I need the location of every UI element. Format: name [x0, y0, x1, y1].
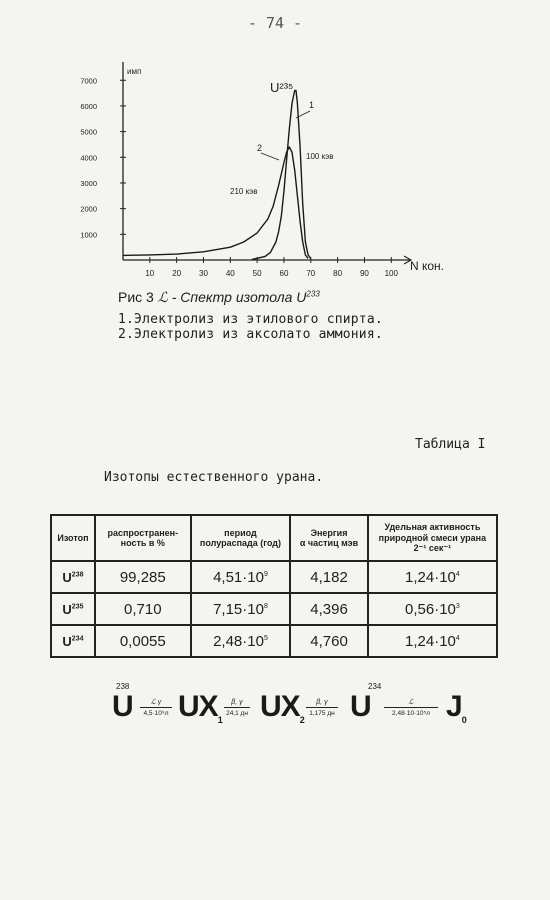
x-tick-label: 30	[199, 269, 208, 278]
table-label: Таблица I	[415, 437, 486, 452]
figure-caption-text: - Спектр изотола U	[171, 289, 307, 305]
decay-arrow-3: β, γ 1,175 дн	[306, 698, 338, 718]
chart-series	[123, 91, 311, 260]
chart-ylabel: имп	[127, 67, 142, 76]
y-tick-label: 2000	[80, 204, 97, 214]
y-tick-label: 1000	[80, 230, 97, 240]
table-row	[51, 625, 497, 657]
spectrum-chart	[0, 0, 550, 300]
x-tick-label: 50	[252, 269, 262, 278]
series-1-annotation: 100 кэв	[306, 152, 334, 161]
x-tick-label: 40	[225, 269, 235, 278]
y-tick-label: 6000	[80, 101, 97, 111]
table-title: Изотопы естественного урана.	[104, 470, 324, 485]
decay-mass-1: 238	[116, 682, 130, 691]
x-tick-label: 70	[306, 269, 316, 278]
cell-activity: $0,56\cdot 10^3$	[368, 593, 497, 625]
cell-abundance: 99,285	[95, 561, 191, 593]
x-tick-label: 90	[359, 269, 369, 278]
cell-half-life: $7,15\cdot 10^8$	[191, 593, 291, 625]
decay-nuclide-4: U	[350, 690, 371, 723]
cell-energy: 4,396	[290, 593, 368, 625]
series-1-name: 1	[309, 100, 315, 110]
figure-alpha: ℒ	[157, 289, 168, 305]
isotope-label: U²³⁵	[270, 80, 294, 95]
x-tick-label: 60	[279, 269, 289, 278]
x-tick-label: 80	[333, 269, 343, 278]
decay-nuclide-2: $UX_1$	[178, 690, 222, 725]
cell-abundance: 0,0055	[95, 625, 191, 657]
figure-legend-2: 2.Электролиз из аксолато аммония.	[118, 327, 383, 342]
decay-mass-4: 234	[368, 682, 382, 691]
decay-chain	[110, 682, 530, 742]
decay-nuclide-1: U	[112, 690, 133, 723]
decay-nuclide-5: $J_0$	[446, 690, 466, 725]
header-half-life: период полураспада (год)	[191, 515, 291, 561]
cell-isotope: $U^{234}$	[51, 625, 95, 657]
chart-ticks	[80, 76, 398, 278]
table-header-row	[51, 515, 497, 561]
decay-arrow-1: ℒ γ 4,5·10⁹л	[140, 698, 172, 718]
x-tick-label: 100	[384, 269, 398, 278]
header-activity: Удельная активность природной смеси урана 2⁻¹ сек⁻¹	[368, 515, 497, 561]
header-energy: Энергия α частиц мэв	[290, 515, 368, 561]
chart-axes	[123, 62, 411, 264]
cell-activity: $1,24\cdot 10^4$	[368, 625, 497, 657]
header-abundance: распространен- ность в %	[95, 515, 191, 561]
figure-caption-sup: 233	[306, 289, 320, 299]
chart-xlabel: N кон.	[410, 259, 445, 273]
y-tick-label: 4000	[80, 153, 97, 163]
table-row	[51, 561, 497, 593]
cell-energy: 4,760	[290, 625, 368, 657]
decay-arrow-2: β, γ 24,1 дн	[224, 698, 250, 718]
cell-isotope: $U^{238}$	[51, 561, 95, 593]
isotopes-table	[50, 514, 498, 658]
series-2-leader	[261, 153, 279, 160]
series-2-name: 2	[257, 143, 263, 153]
cell-isotope: $U^{235}$	[51, 593, 95, 625]
y-tick-label: 3000	[80, 178, 97, 188]
decay-nuclide-3: $UX_2$	[260, 690, 304, 725]
figure-legend-1: 1.Электролиз из этилового спирта.	[118, 312, 383, 327]
x-tick-label: 20	[172, 269, 182, 278]
cell-half-life: $2,48\cdot 10^5$	[191, 625, 291, 657]
series-2-annotation: 210 кэв	[230, 187, 258, 196]
series-2-line	[123, 147, 308, 259]
y-tick-label: 7000	[80, 76, 97, 86]
page-number: - 74 -	[247, 14, 303, 32]
cell-half-life: $4,51\cdot 10^9$	[191, 561, 291, 593]
cell-abundance: 0,710	[95, 593, 191, 625]
y-tick-label: 5000	[80, 127, 97, 137]
table-row	[51, 593, 497, 625]
figure-label: Рис 3	[118, 289, 154, 305]
figure-caption	[118, 289, 320, 306]
cell-activity: $1,24\cdot 10^4$	[368, 561, 497, 593]
decay-arrow-4: ℒ 2,48·10·10⁵л	[384, 698, 438, 718]
x-tick-label: 10	[145, 269, 155, 278]
header-isotope: Изотоп	[51, 515, 95, 561]
cell-energy: 4,182	[290, 561, 368, 593]
